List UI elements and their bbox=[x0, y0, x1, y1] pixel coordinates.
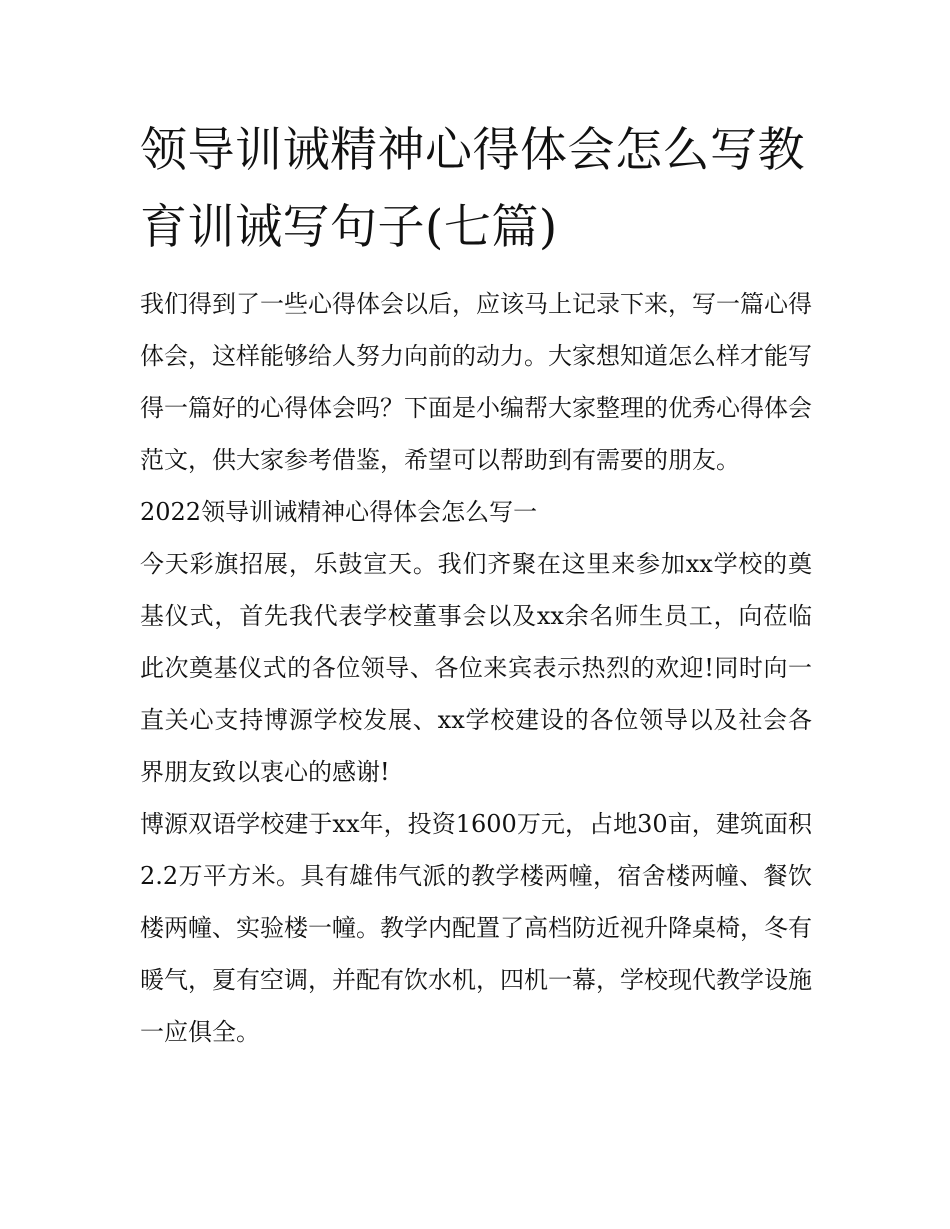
document-title: 领导训诫精神心得体会怎么写教育训诫写句子(七篇) bbox=[140, 123, 805, 255]
document-body bbox=[140, 278, 812, 1058]
section-heading: 2022领导训诫精神心得体会怎么写一 bbox=[140, 498, 538, 526]
intro-paragraph: 我们得到了一些心得体会以后，应该马上记录下来，写一篇心得体会，这样能够给人努力向前的动力。大家想知道怎么样才能写得一篇好的心得体会吗？下面是小编帮大家整理的优秀心得体会范文，供大家参考借鉴，希望可以帮助到有需要的朋友。 bbox=[140, 290, 812, 474]
body-paragraph: 博源双语学校建于xx年，投资1600万元，占地30亩，建筑面积2.2万平方米。具有雄伟气派的教学楼两幢，宿舍楼两幢、餐饮楼两幢、实验楼一幢。教学内配置了高档防近视升降桌椅，冬有暖气，夏有空调，并配有饮水机，四机一幕，学校现代教学设施一应俱全。 bbox=[140, 810, 812, 1046]
body-paragraph: 今天彩旗招展，乐鼓宣天。我们齐聚在这里来参加xx学校的奠基仪式，首先我代表学校董事会以及xx余名师生员工，向莅临此次奠基仪式的各位领导、各位来宾表示热烈的欢迎!同时向一直关心支持博源学校发展、xx学校建设的各位领导以及社会各界朋友致以衷心的感谢! bbox=[140, 550, 812, 786]
